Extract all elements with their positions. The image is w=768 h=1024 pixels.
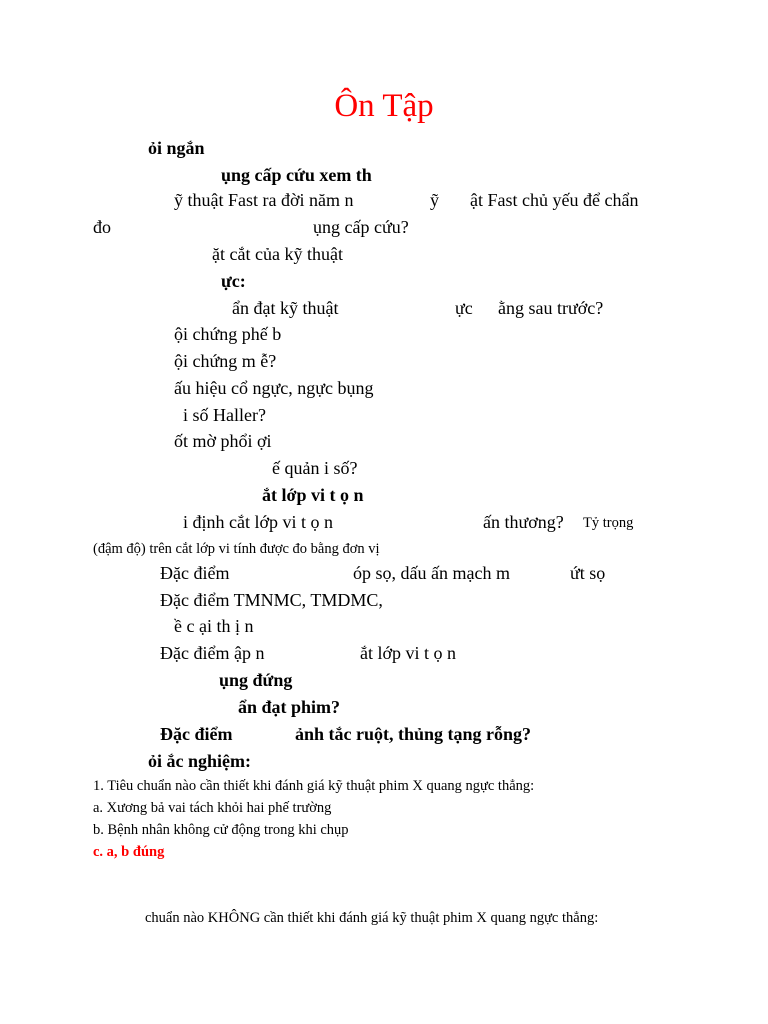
- subsection-heading-emergency: ụng cấp cứu xem th: [221, 165, 372, 185]
- mcq-question-2: chuẩn nào KHÔNG cần thiết khi đánh giá kỹ thuật phim X quang ngực thẳng:: [145, 910, 599, 926]
- question-skull-fracture: óp sọ, dấu ấn mạch m: [353, 563, 510, 583]
- question-fast-purpose-cont: đo: [93, 217, 111, 237]
- question-film-standard: ẩn đạt phim?: [238, 697, 341, 717]
- question-features-ct: ắt lớp vi t ọ n: [360, 643, 457, 663]
- question-features-brain: Đặc điểm ập n: [160, 643, 265, 663]
- question-fast-purpose: ật Fast chủ yếu để chẩn: [470, 190, 639, 210]
- mcq-option-a: a. Xương bả vai tách khỏi hai phế trường: [93, 800, 332, 816]
- question-syndrome: ội chứng m ễ?: [174, 351, 277, 371]
- question-features-bowel: Đặc điểm: [160, 724, 233, 744]
- question-hematoma: Đặc điểm TMNMC, TMDMC,: [160, 590, 383, 610]
- page-title: Ôn Tập: [334, 88, 434, 124]
- question-lung-opacity: ốt mờ phổi ợi: [174, 431, 272, 451]
- section-heading-short-questions: ỏi ngắn: [148, 138, 205, 158]
- question-fast-year: ỹ thuật Fast ra đời năm n: [174, 190, 354, 210]
- subsection-heading-upright: ụng đứng: [219, 670, 293, 690]
- question-technique-fragment: ực: [455, 298, 473, 318]
- question-density: Tỷ trọng: [583, 515, 634, 531]
- mcq-option-c-answer: c. a, b đúng: [93, 844, 165, 860]
- question-bowel-obstruction: ảnh tắc ruột, thủng tạng rỗng?: [295, 724, 532, 744]
- question-ct-indication: i định cắt lớp vi t ọ n: [183, 512, 334, 532]
- question-fast-purpose-end: ụng cấp cứu?: [313, 217, 409, 237]
- question-ct-trauma: ấn thương?: [483, 512, 564, 532]
- question-density-cont: (đậm độ) trên cắt lớp vi tính được đo bằng đơn vị: [93, 541, 380, 557]
- section-heading-mcq: ỏi ắc nghiệm:: [148, 751, 251, 771]
- question-sections: ặt cắt của kỹ thuật: [212, 244, 343, 264]
- subsection-heading-ct: ắt lớp vi t ọ n: [262, 485, 364, 505]
- question-skull-end: ứt sọ: [570, 563, 606, 583]
- question-technique: ẩn đạt kỹ thuật: [232, 298, 339, 318]
- question-cervicothoracic-sign: ấu hiệu cổ ngực, ngực bụng: [174, 378, 374, 398]
- question-alveolar-syndrome: ội chứng phế b: [174, 324, 282, 344]
- mcq-question-1: 1. Tiêu chuẩn nào cần thiết khi đánh giá kỹ thuật phim X quang ngực thẳng:: [93, 778, 535, 794]
- question-fast-fragment: ỹ: [430, 190, 439, 210]
- question-classification: ề c ại th ị n: [174, 616, 254, 636]
- question-technique-end: ằng sau trước?: [498, 298, 604, 318]
- subsection-heading-chest: ực:: [221, 271, 246, 291]
- question-haller-index: i số Haller?: [183, 405, 266, 425]
- question-features-label: Đặc điểm: [160, 563, 230, 583]
- question-bronchus: ế quản i số?: [272, 458, 358, 478]
- mcq-option-b: b. Bệnh nhân không cử động trong khi chụp: [93, 822, 349, 838]
